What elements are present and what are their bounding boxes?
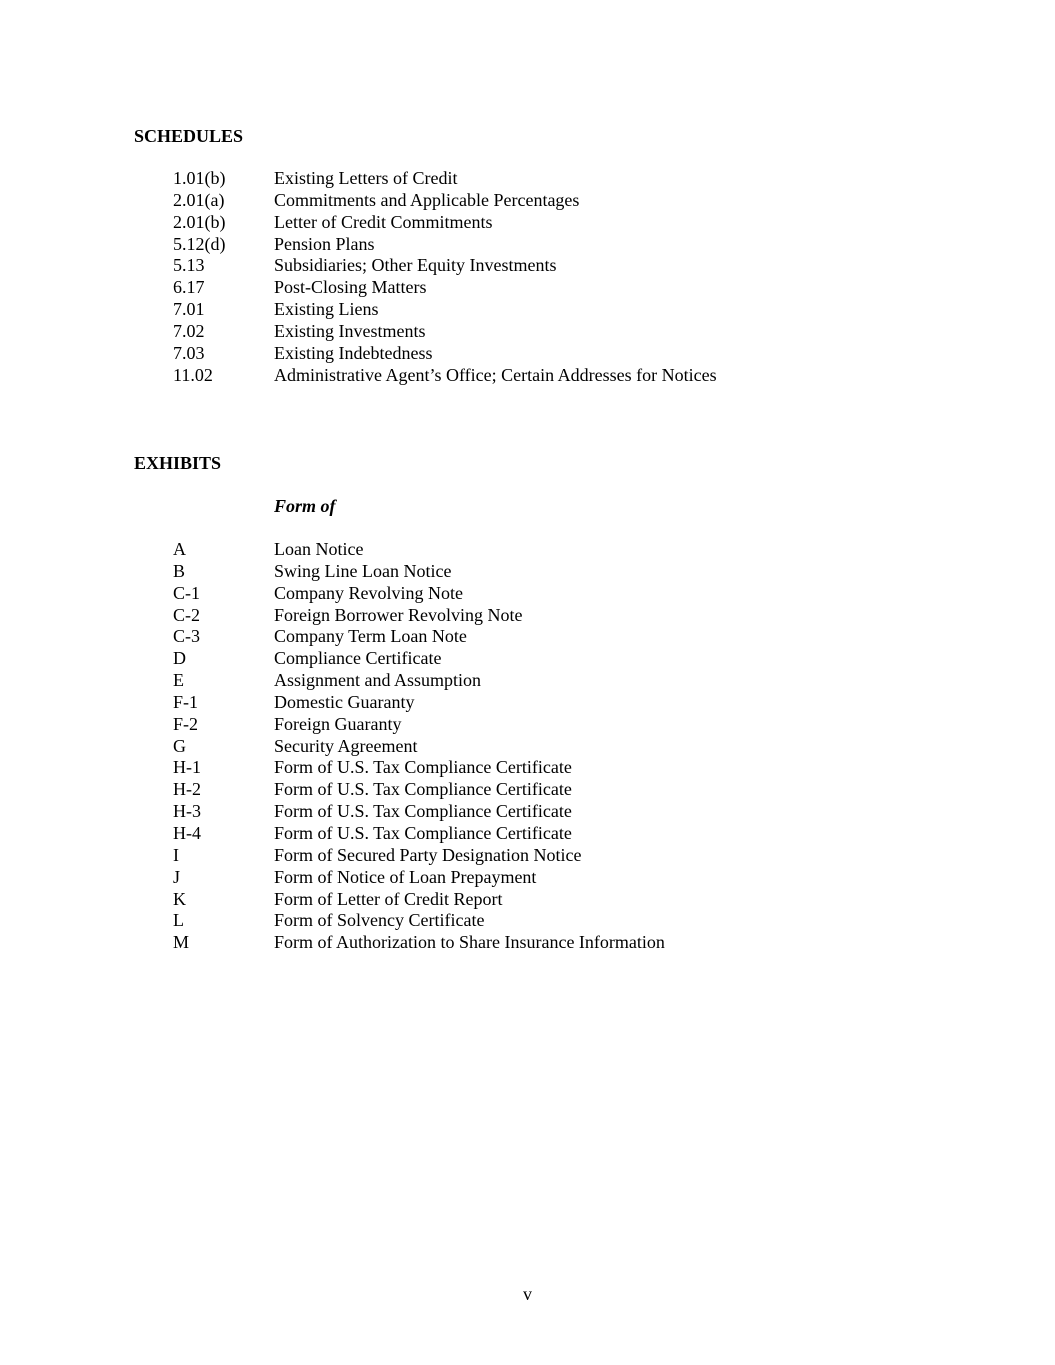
schedule-title: Pension Plans [274, 233, 375, 254]
schedule-title: Existing Investments [274, 320, 426, 341]
exhibit-code: D [173, 648, 186, 669]
exhibit-title: Form of Notice of Loan Prepayment [274, 866, 537, 887]
schedule-code: 6.17 [173, 277, 205, 298]
schedule-code: 5.12(d) [173, 233, 226, 254]
exhibit-title: Foreign Borrower Revolving Note [274, 604, 523, 625]
schedule-code: 11.02 [173, 364, 213, 385]
exhibit-title: Form of U.S. Tax Compliance Certificate [274, 779, 572, 800]
exhibits-heading: EXHIBITS [134, 453, 222, 473]
exhibit-title: Form of U.S. Tax Compliance Certificate [274, 757, 572, 778]
schedule-title: Commitments and Applicable Percentages [274, 189, 580, 210]
schedule-code: 7.03 [173, 342, 205, 363]
exhibit-title: Form of U.S. Tax Compliance Certificate [274, 801, 572, 822]
schedules-heading: SCHEDULES [134, 126, 244, 146]
exhibit-title: Swing Line Loan Notice [274, 560, 452, 581]
exhibit-title: Compliance Certificate [274, 648, 442, 669]
exhibit-title: Assignment and Assumption [274, 670, 482, 691]
exhibit-code: H-3 [173, 801, 201, 822]
exhibit-code: H-4 [173, 822, 201, 843]
exhibit-title: Form of U.S. Tax Compliance Certificate [274, 822, 572, 843]
exhibit-code: K [173, 888, 186, 909]
schedule-code: 2.01(a) [173, 189, 225, 210]
exhibit-code: C-3 [173, 626, 200, 647]
exhibit-title: Loan Notice [274, 539, 364, 559]
exhibit-code: F-2 [173, 713, 199, 734]
schedule-code: 2.01(b) [173, 211, 226, 232]
schedule-code: 5.13 [173, 255, 205, 276]
schedule-code: 7.01 [173, 299, 205, 320]
exhibit-code: I [173, 844, 179, 865]
exhibit-title: Form of Letter of Credit Report [274, 888, 503, 909]
exhibit-code: H-2 [173, 779, 201, 800]
exhibit-title: Form of Secured Party Designation Notice [274, 844, 582, 865]
exhibit-code: H-1 [173, 757, 201, 778]
schedule-title: Letter of Credit Commitments [274, 211, 493, 232]
exhibit-code: E [173, 670, 184, 691]
page-number: v [523, 1284, 532, 1304]
exhibit-title: Security Agreement [274, 735, 418, 756]
schedule-title: Existing Liens [274, 299, 379, 320]
schedule-code: 1.01(b) [173, 168, 226, 188]
exhibit-code: A [173, 539, 186, 559]
exhibit-title: Form of Authorization to Share Insurance Information [274, 932, 665, 953]
exhibit-code: F-1 [173, 691, 199, 712]
schedule-title: Existing Indebtedness [274, 342, 433, 363]
exhibit-code: C-1 [173, 582, 200, 603]
exhibit-title: Form of Solvency Certificate [274, 910, 485, 931]
schedule-title: Existing Letters of Credit [274, 168, 458, 188]
schedule-title: Post-Closing Matters [274, 277, 427, 298]
exhibit-code: M [173, 932, 190, 953]
schedule-code: 7.02 [173, 320, 205, 341]
exhibit-code: L [173, 910, 184, 931]
schedule-title: Subsidiaries; Other Equity Investments [274, 255, 557, 276]
schedule-title: Administrative Agent’s Office; Certain Addresses for Notices [274, 364, 717, 385]
exhibit-title: Domestic Guaranty [274, 691, 415, 712]
exhibit-code: G [173, 735, 186, 756]
exhibit-code: C-2 [173, 604, 200, 625]
exhibits-subheading: Form of [274, 496, 336, 516]
exhibit-code: B [173, 560, 186, 581]
exhibit-title: Company Revolving Note [274, 582, 463, 603]
exhibit-code: J [173, 866, 181, 887]
exhibit-title: Company Term Loan Note [274, 626, 467, 647]
exhibit-title: Foreign Guaranty [274, 713, 402, 734]
